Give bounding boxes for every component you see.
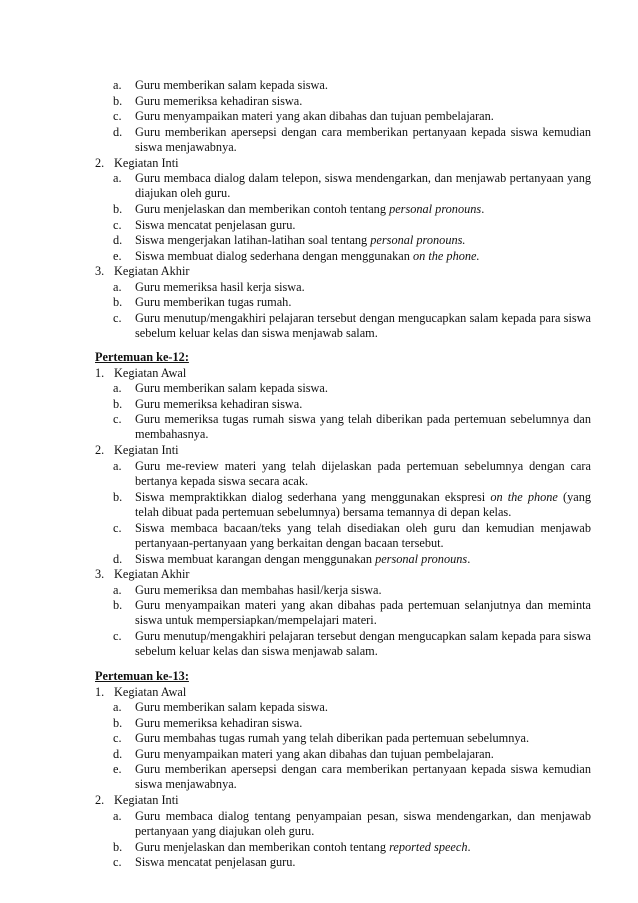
list-item: d. Siswa mengerjakan latihan-latihan soal tentang personal pronouns. — [113, 233, 466, 247]
list-item: c. Siswa membaca bacaan/teks yang telah disediakan oleh guru dan kemudian menjawab pertanyaan-pertanyaan yang berkaitan dengan bacaan tersebut. — [113, 521, 591, 551]
list-item: c. Guru memeriksa tugas rumah siswa yang telah diberikan pada pertemuan sebelumnya dan membahasnya. — [113, 412, 591, 442]
list-item: d. Siswa membuat karangan dengan menggunakan personal pronouns. — [113, 552, 471, 566]
list-item: a. Guru me-review materi yang telah dijelaskan pada pertemuan sebelumnya dengan cara bertanya kepada siswa secara acak. — [113, 459, 591, 489]
list-item: d. Guru memberikan apersepsi dengan cara memberikan pertanyaan kepada siswa kemudian siswa menjawabnya. — [113, 125, 591, 155]
list-item: a. Guru memeriksa hasil kerja siswa. — [113, 280, 305, 294]
list-item: c. Guru membahas tugas rumah yang telah diberikan pada pertemuan sebelumnya. — [113, 731, 530, 745]
list-item: a. Guru memberikan salam kepada siswa. — [113, 700, 328, 714]
list-item: b. Guru menjelaskan dan memberikan contoh tentang personal pronouns. — [113, 202, 485, 216]
list-item: e. Guru memberikan apersepsi dengan cara memberikan pertanyaan kepada siswa kemudian siswa menjawabnya. — [113, 762, 591, 792]
list-item: a. Guru membaca dialog dalam telepon, siswa mendengarkan, dan menjawab pertanyaan yang diajukan oleh guru. — [113, 171, 591, 201]
list-item: b. Guru memeriksa kehadiran siswa. — [113, 716, 303, 730]
list-item: b. Siswa mempraktikkan dialog sederhana yang menggunakan ekspresi on the phone (yang telah dibuat pada pertemuan sebelumnya) bersama temannya di depan kelas. — [113, 490, 591, 520]
list-item: b. Guru memberikan tugas rumah. — [113, 295, 292, 309]
list-item: c. Siswa mencatat penjelasan guru. — [113, 218, 296, 232]
list-item: c. Guru menutup/mengakhiri pelajaran tersebut dengan mengucapkan salam kepada para siswa sebelum keluar kelas dan siswa menjawab salam. — [113, 311, 591, 341]
list-item: b. Guru menjelaskan dan memberikan contoh tentang reported speech. — [113, 840, 471, 854]
list-item: c. Guru menutup/mengakhiri pelajaran tersebut dengan mengucapkan salam kepada para siswa sebelum keluar kelas dan siswa menjawab salam. — [113, 629, 591, 659]
list-item: c. Guru menyampaikan materi yang akan dibahas dan tujuan pembelajaran. — [113, 109, 494, 123]
list-item: a. Guru memeriksa dan membahas hasil/kerja siswa. — [113, 583, 382, 597]
list-item: a. Guru membaca dialog tentang penyampaian pesan, siswa mendengarkan, dan menjawab pertanyaan yang diajukan oleh guru. — [113, 809, 591, 839]
heading-pertemuan-13: Pertemuan ke-13: — [95, 669, 189, 683]
list-item: a. Guru memberikan salam kepada siswa. — [113, 381, 328, 395]
heading-pertemuan-12: Pertemuan ke-12: — [95, 350, 189, 364]
list-item: b. Guru memeriksa kehadiran siswa. — [113, 94, 303, 108]
list-item: b. Guru menyampaikan materi yang akan dibahas pada pertemuan selanjutnya dan meminta siswa untuk mempersiapkan/mempelajari materi. — [113, 598, 591, 628]
list-item: a. Guru memberikan salam kepada siswa. — [113, 78, 328, 92]
list-item: e. Siswa membuat dialog sederhana dengan menggunakan on the phone. — [113, 249, 480, 263]
list-item: d. Guru menyampaikan materi yang akan dibahas dan tujuan pembelajaran. — [113, 747, 494, 761]
list-item: b. Guru memeriksa kehadiran siswa. — [113, 397, 303, 411]
list-item: c. Siswa mencatat penjelasan guru. — [113, 855, 296, 869]
document-page: a. Guru memberikan salam kepada siswa. b. Guru memeriksa kehadiran siswa. c. Guru menyampaikan materi yang akan dibahas dan tujuan pembelajaran. d. Guru memberikan apersepsi dengan cara memberikan pertanyaan kepada siswa kemudian siswa menjawabnya. 2. Kegiatan Inti a. Guru membaca dialog dalam telepon, siswa mendengarkan, dan menjawab pertanyaan yang diajukan oleh guru. b. Guru menjelaskan dan memberikan contoh tentang personal pronouns. c. Siswa mencatat penjelasan guru. d. Siswa mengerjakan latihan-latihan soal tentang personal pronouns. e. Siswa membuat dialog sederhana dengan menggunakan on the phone. 3. Kegiatan Akhir a. Guru memeriksa hasil kerja siswa. b. Guru memberikan tugas rumah. c. Guru menutup/mengakhiri pelajaran tersebut dengan mengucapkan salam kepada para siswa sebelum keluar kelas dan siswa menjawab salam. Pertemuan ke-12: 1. Kegiatan Awal a. Guru memberikan salam kepada siswa. b. Guru memeriksa kehadiran siswa. c. Guru memeriksa tugas rumah siswa yang telah diberikan pada pertemuan sebelumnya dan membahasnya. 2. Kegiatan Inti a. Guru me-review materi yang telah dijelaskan pada pertemuan sebelumnya dengan cara bertanya kepada siswa secara acak. b. Siswa mempraktikkan dialog sederhana yang menggunakan ekspresi on the phone (yang telah dibuat pada pertemuan sebelumnya) bersama temannya di depan kelas. c. Siswa membaca bacaan/teks yang telah disediakan oleh guru dan kemudian menjawab pertanyaan-pertanyaan yang berkaitan dengan bacaan tersebut. d. Siswa membuat karangan dengan menggunakan personal pronouns. 3. Kegiatan Akhir a. Guru memeriksa dan membahas hasil/kerja siswa. b. Guru menyampaikan materi yang akan dibahas pada pertemuan selanjutnya dan meminta siswa untuk mempersiapkan/mempelajari materi. c. Guru menutup/mengakhiri pelajaran tersebut dengan mengucapkan salam kepada para siswa sebelum keluar kelas dan siswa menjawab salam. Pertemuan ke-13: 1. Kegiatan Awal a. Guru memberikan salam kepada siswa. b. Guru memeriksa kehadiran siswa. c. Guru membahas tugas rumah yang telah diberikan pada pertemuan sebelumnya. d. Guru menyampaikan materi yang akan dibahas dan tujuan pembelajaran. e. Guru memberikan apersepsi dengan cara memberikan pertanyaan kepada siswa kemudian siswa menjawabnya. 2. Kegiatan Inti a. Guru membaca dialog tentang penyampaian pesan, siswa mendengarkan, dan menjawab pertanyaan yang diajukan oleh guru. b. Guru menjelaskan dan memberikan contoh tentang reported speech. c. Siswa mencatat penjelasan guru. — [95, 78, 591, 869]
